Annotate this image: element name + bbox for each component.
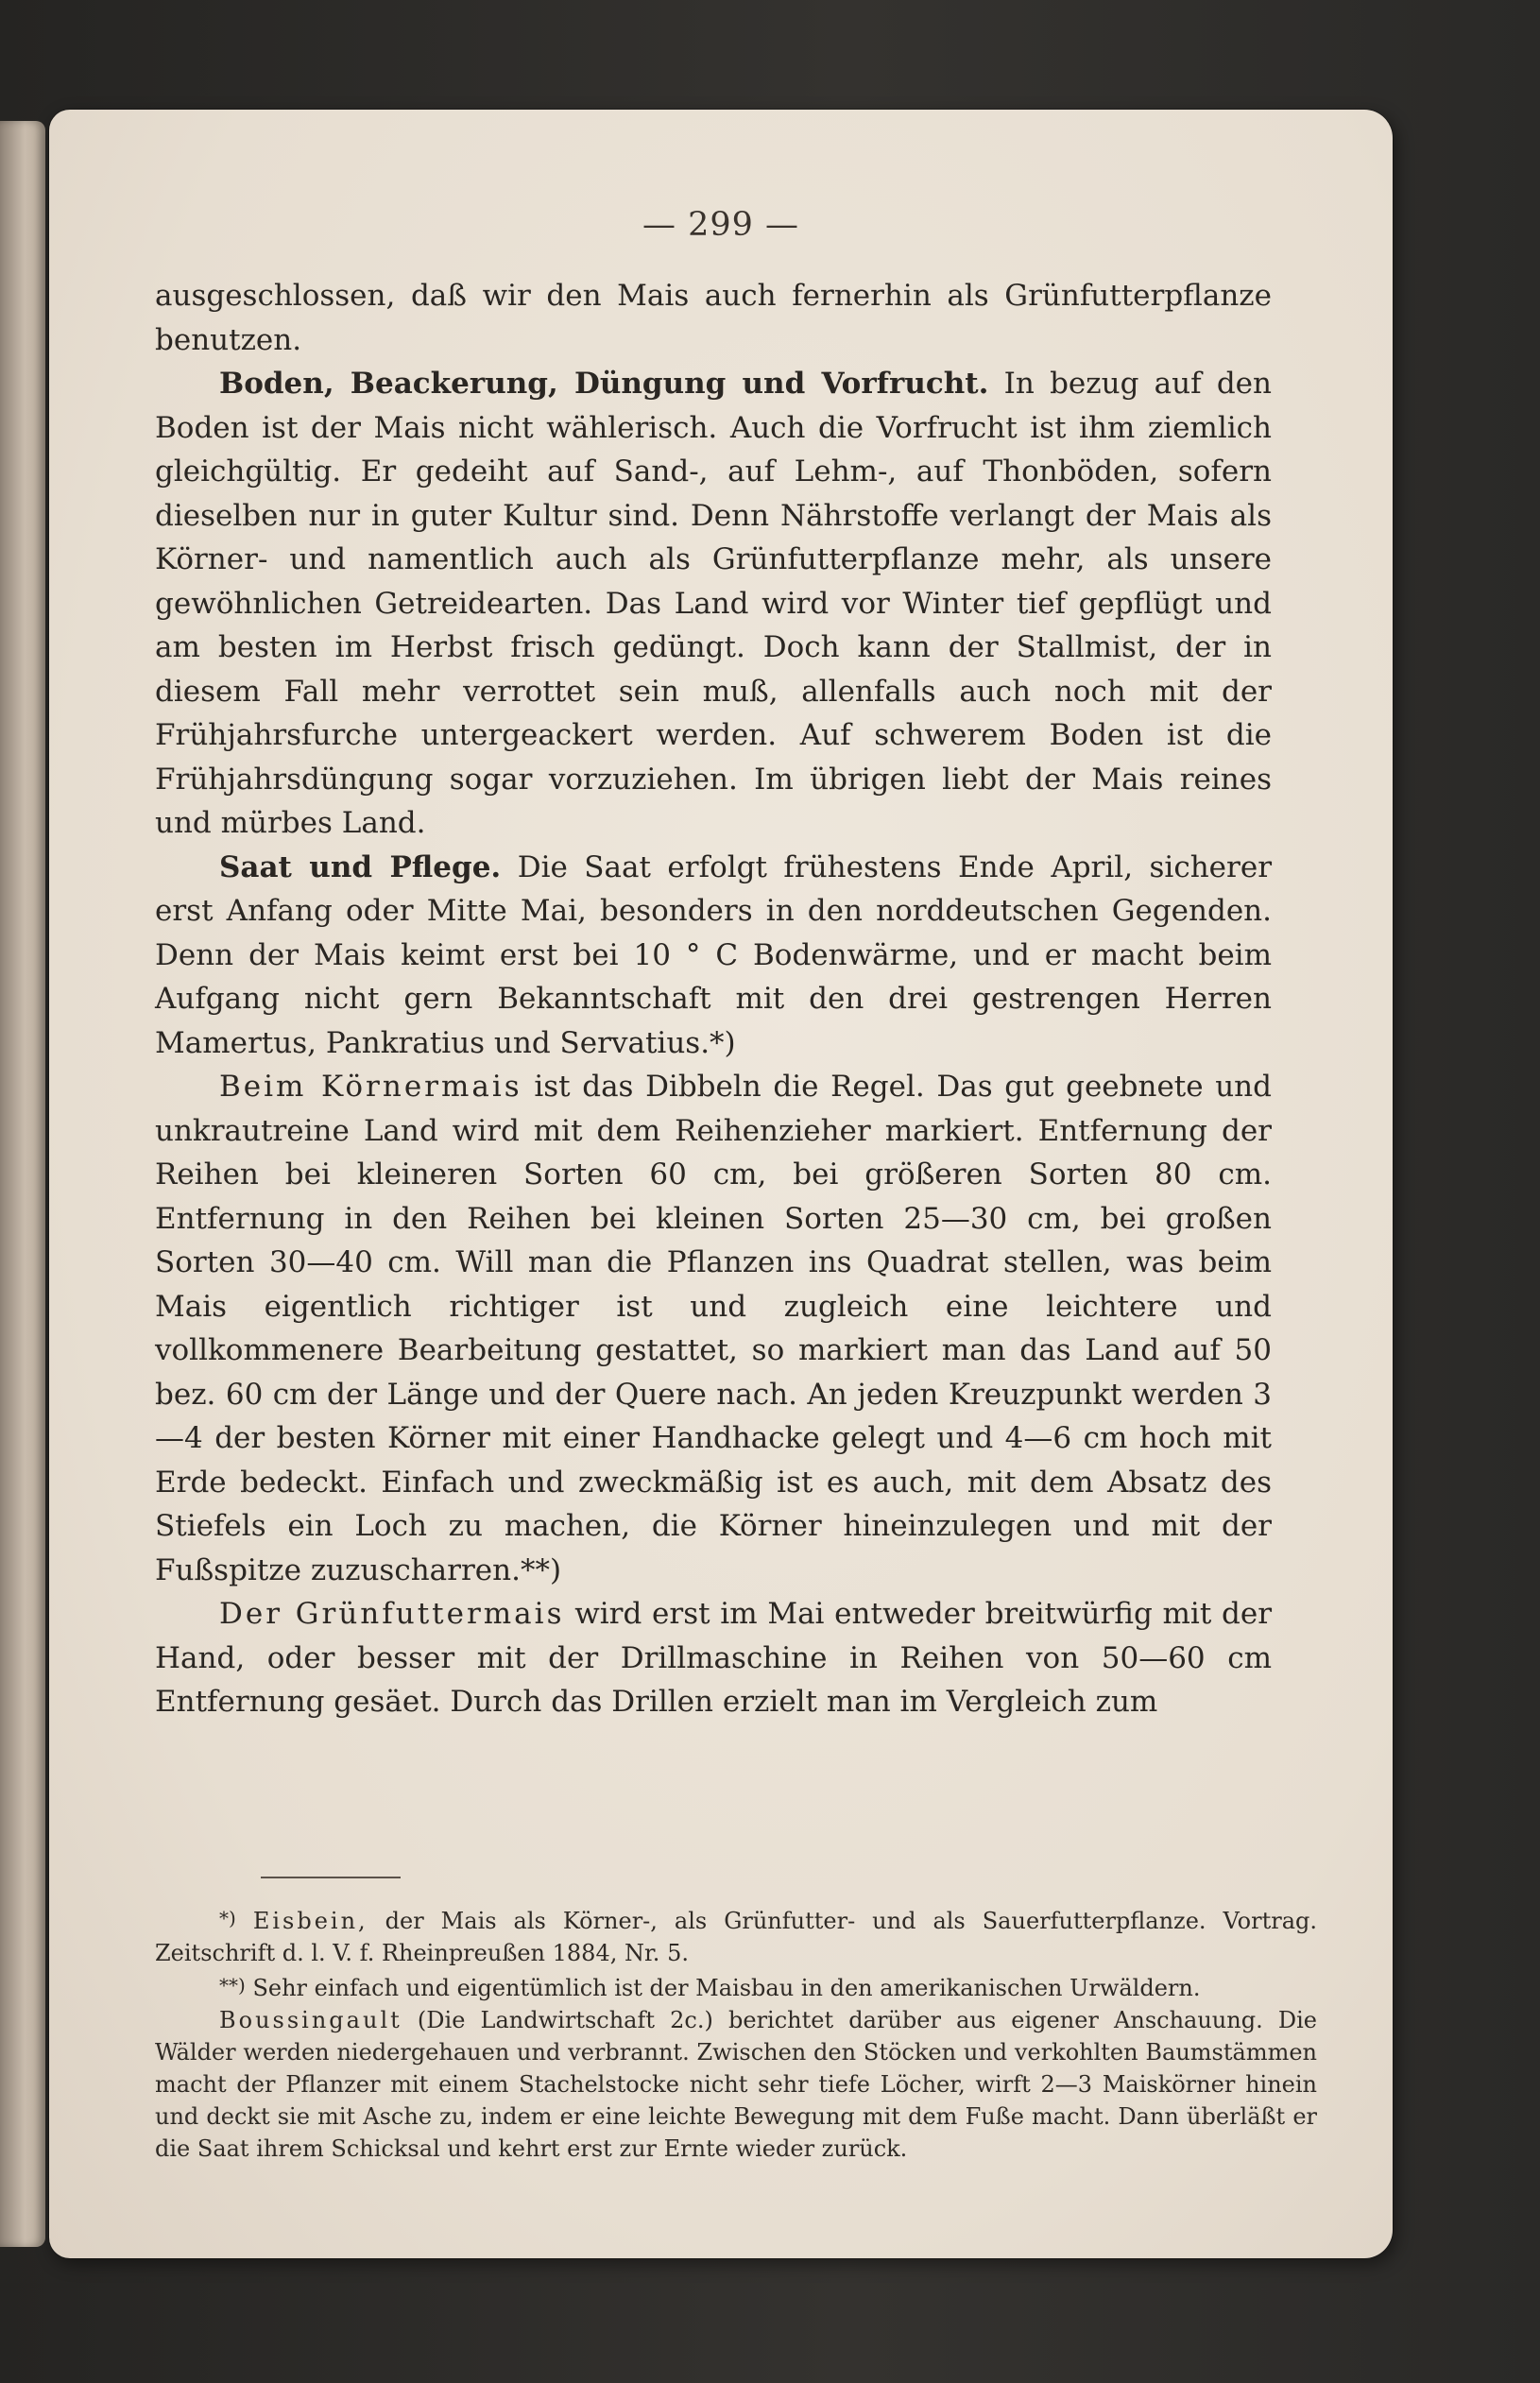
footnote-marker: *) [219,1907,236,1929]
footnotes [155,1902,1317,2165]
spaced-emphasis: Der Grünfuttermais [219,1597,565,1631]
paragraph-gruenfuttermais [155,1592,1272,1724]
paragraph-text: In bezug auf den Boden ist der Mais nicht wählerisch. Auch die Vorfrucht ist ihm ziemlich gleichgültig. Er gedeiht auf Sand-, auf Lehm-, auf Thonböden, sofern dieselben nur in guter Kultur sind. Denn Nährstoffe verlangt der Mais als Körner- und namentlich auch als Grünfutterpflanze mehr, als unsere gewöhnlichen Getreidearten. Das Land wird vor Winter tief gepflügt und am besten im Herbst frisch gedüngt. Doch kann der Stallmist, der in diesem Fall mehr verrottet sein muß, allenfalls auch noch mit der Frühjahrsfurche untergeackert werden. Auf schwerem Boden ist die Frühjahrsdüngung sogar vorzuziehen. Im übrigen liebt der Mais reines und mürbes Land. [155,367,1272,840]
page-number: — 299 — [642,206,800,244]
footnote-2 [155,1969,1317,2004]
footnote-1 [155,1902,1317,1969]
footnote-marker: **) [219,1974,246,1997]
paragraph-text: wird erst im Mai entweder breitwürfig mit der Hand, oder besser mit der Drillmaschine in Reihen von 50—60 cm Entfernung gesäet. Durch das Drillen erzielt man im Vergleich zum [155,1597,1273,1719]
paragraph-boden [155,362,1272,846]
footnote-text: Sehr einfach und eigentümlich ist der Maisbau in den amerikanischen Urwäldern. [245,1975,1201,2001]
book-page [49,110,1393,2258]
previous-page-edge [0,121,45,2247]
footnote-2-continuation [155,2004,1317,2165]
section-heading-boden: Boden, Beackerung, Düngung und Vorfrucht. [219,367,989,401]
section-heading-saat: Saat und Pflege. [219,849,502,884]
footnote-text: der Mais als Körner-, als Grünfutter- und als Sauerfutterpflanze. Vortrag. Zeitschrift d. l. V. f. Rheinpreußen 1884, Nr. 5. [155,1908,1317,1966]
spaced-emphasis: Eisbein, [252,1908,368,1934]
paragraph-text: ist das Dibbeln die Regel. Das gut geebnete und unkrautreine Land wird mit dem Reihenzieher markiert. Entfernung der Reihen bei kleineren Sorten 60 cm, bei größeren Sorten 80 cm. Entfernung in den Reihen bei kleinen Sorten 25—30 cm, bei großen Sorten 30—40 cm. Will man die Pflanzen ins Quadrat stellen, was beim Mais eigentlich richtiger ist und zugleich eine leichtere und vollkommenere Bearbeitung gestattet, so markiert man das Land auf 50 bez. 60 cm der Länge und der Quere nach. An jeden Kreuzpunkt werden 3—4 der besten Körner mit einer Handhacke gelegt und 4—6 cm hoch mit Erde bedeckt. Einfach und zweckmäßig ist es auch, mit dem Absatz des Stiefels ein Loch zu machen, die Körner hineinzulegen und mit der Fußspitze zuzuscharren.**) [155,1070,1272,1587]
spaced-emphasis: Beim Körnermais [219,1070,522,1104]
spaced-emphasis: Boussingault [219,2007,402,2033]
body-text [155,274,1272,1724]
footnote-text: (Die Landwirtschaft 2c.) berichtet darüber aus eigener Anschauung. Die Wälder werden niedergehauen und verbrannt. Zwischen den Stöcken und verkohlten Baumstämmen macht der Pflanzer mit einem Stachelstocke nicht sehr tiefe Löcher, wirft 2—3 Maiskörner hinein und deckt sie mit Asche zu, indem er eine leichte Bewegung mit dem Fuße macht. Dann überläßt er die Saat ihrem Schicksal und kehrt erst zur Ernte wieder zurück. [155,2007,1317,2162]
paragraph-text: ausgeschlossen, daß wir den Mais auch fernerhin als Grünfutterpflanze benutzen. [155,279,1272,357]
paragraph-saat [155,846,1272,1066]
paragraph-koernermais [155,1065,1272,1592]
paragraph-text: Die Saat erfolgt frühestens Ende April, sicherer erst Anfang oder Mitte Mai, besonders in den norddeutschen Gegenden. Denn der Mais keimt erst bei 10 ° C Bodenwärme, und er macht beim Aufgang nicht gern Bekanntschaft mit den drei gestrengen Herren Mamertus, Pankratius und Servatius.*) [155,849,1273,1060]
footnote-divider [261,1877,401,1878]
paragraph-continuation [155,274,1272,362]
